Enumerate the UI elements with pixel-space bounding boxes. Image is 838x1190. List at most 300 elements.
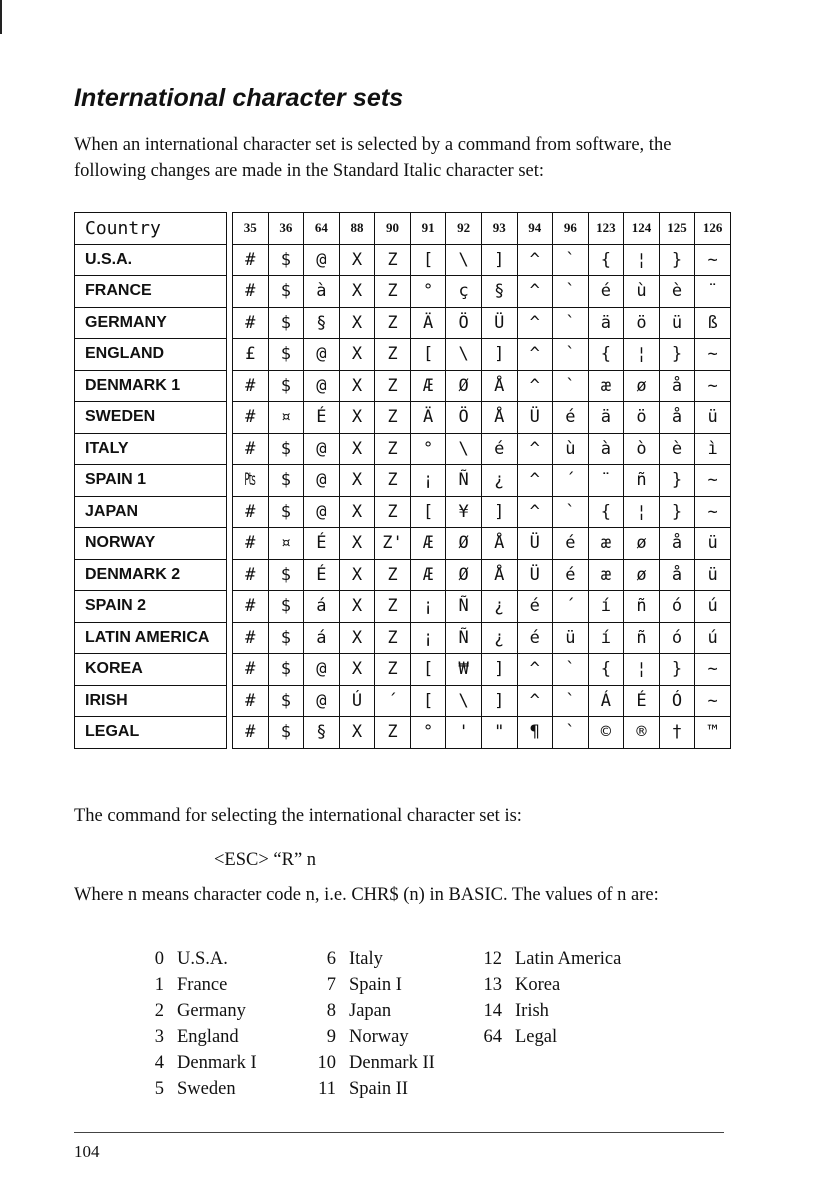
character-cell: ¨ xyxy=(588,465,624,497)
character-set-rows xyxy=(75,244,731,748)
character-cell: ´ xyxy=(553,591,589,623)
character-cell: É xyxy=(304,559,340,591)
character-cell: ] xyxy=(481,654,517,686)
character-cell: @ xyxy=(304,685,340,717)
country-cell: JAPAN xyxy=(75,496,227,528)
character-cell: $ xyxy=(268,717,304,749)
character-cell: ^ xyxy=(517,244,553,276)
character-cell: ` xyxy=(553,339,589,371)
character-cell: é xyxy=(553,528,589,560)
country-cell: ENGLAND xyxy=(75,339,227,371)
character-cell: § xyxy=(304,307,340,339)
list-item xyxy=(296,1076,435,1102)
list-item xyxy=(140,1076,257,1102)
character-cell: } xyxy=(659,654,695,686)
country-cell: SPAIN 2 xyxy=(75,591,227,623)
character-cell: ` xyxy=(553,685,589,717)
character-cell: ^ xyxy=(517,654,553,686)
value-code: 8 xyxy=(326,1001,336,1021)
character-cell: ~ xyxy=(695,496,731,528)
list-item xyxy=(296,972,435,998)
character-cell: ^ xyxy=(517,276,553,308)
character-cell: å xyxy=(659,528,695,560)
character-cell: è xyxy=(659,433,695,465)
character-cell: Ä xyxy=(410,307,446,339)
character-cell: Z xyxy=(375,654,411,686)
value-code: 1 xyxy=(154,975,164,995)
code-header: 96 xyxy=(553,213,589,245)
character-cell: X xyxy=(339,339,375,371)
country-cell: LATIN AMERICA xyxy=(75,622,227,654)
code-header: 93 xyxy=(481,213,517,245)
character-cell: ¦ xyxy=(624,244,660,276)
value-country: Spain I xyxy=(349,975,402,995)
character-cell: # xyxy=(233,528,269,560)
character-cell: Z xyxy=(375,339,411,371)
table-row xyxy=(75,559,731,591)
character-cell: } xyxy=(659,339,695,371)
character-cell: å xyxy=(659,559,695,591)
character-cell: Ñ xyxy=(446,465,482,497)
character-cell: ~ xyxy=(695,685,731,717)
value-country: France xyxy=(177,975,228,995)
page-title: International character sets xyxy=(74,84,404,112)
character-cell: ] xyxy=(481,339,517,371)
character-cell: $ xyxy=(268,685,304,717)
character-cell: $ xyxy=(268,244,304,276)
character-cell: Ö xyxy=(446,402,482,434)
character-cell: é xyxy=(588,276,624,308)
character-cell: X xyxy=(339,591,375,623)
character-cell: ù xyxy=(624,276,660,308)
character-cell: ~ xyxy=(695,654,731,686)
character-cell: ¶ xyxy=(517,717,553,749)
character-cell: # xyxy=(233,496,269,528)
character-cell: Z xyxy=(375,276,411,308)
list-item xyxy=(462,946,621,972)
table-row xyxy=(75,402,731,434)
character-cell: ^ xyxy=(517,307,553,339)
character-cell: \ xyxy=(446,685,482,717)
value-code: 2 xyxy=(154,1001,164,1021)
value-country: Latin America xyxy=(515,949,622,969)
character-cell: ß xyxy=(695,307,731,339)
character-cell: É xyxy=(624,685,660,717)
value-code: 6 xyxy=(326,949,336,969)
character-cell: è xyxy=(659,276,695,308)
code-header: 126 xyxy=(695,213,731,245)
value-code: 12 xyxy=(483,949,502,969)
country-cell: SWEDEN xyxy=(75,402,227,434)
character-cell: ó xyxy=(659,622,695,654)
character-cell: ú xyxy=(695,591,731,623)
character-cell: ~ xyxy=(695,370,731,402)
value-code: 0 xyxy=(154,949,164,969)
character-cell: $ xyxy=(268,307,304,339)
character-cell: ` xyxy=(553,370,589,402)
character-cell: @ xyxy=(304,370,340,402)
character-cell: ú xyxy=(695,622,731,654)
character-cell: $ xyxy=(268,339,304,371)
character-cell: ä xyxy=(588,307,624,339)
character-cell: [ xyxy=(410,496,446,528)
table-header-row xyxy=(75,213,731,245)
character-cell: ü xyxy=(659,307,695,339)
character-cell: ¥ xyxy=(446,496,482,528)
list-item xyxy=(462,1024,621,1050)
character-cell: X xyxy=(339,528,375,560)
character-cell: # xyxy=(233,307,269,339)
character-cell: Ü xyxy=(481,307,517,339)
character-cell: \ xyxy=(446,433,482,465)
table-row xyxy=(75,465,731,497)
character-cell: $ xyxy=(268,370,304,402)
country-column-header: Country xyxy=(75,213,227,245)
value-country: Norway xyxy=(349,1027,409,1047)
table-row xyxy=(75,276,731,308)
character-cell: Å xyxy=(481,402,517,434)
character-cell: é xyxy=(481,433,517,465)
character-cell: # xyxy=(233,717,269,749)
character-cell: ^ xyxy=(517,339,553,371)
character-cell: ¦ xyxy=(624,496,660,528)
value-code: 11 xyxy=(318,1079,336,1099)
character-cell: ^ xyxy=(517,496,553,528)
character-cell: ` xyxy=(553,717,589,749)
value-code: 9 xyxy=(326,1027,336,1047)
character-cell: Æ xyxy=(410,370,446,402)
character-cell: é xyxy=(517,622,553,654)
character-cell: ñ xyxy=(624,465,660,497)
country-cell: DENMARK 1 xyxy=(75,370,227,402)
character-cell: í xyxy=(588,622,624,654)
character-cell: £ xyxy=(233,339,269,371)
character-cell: É xyxy=(304,402,340,434)
country-cell: U.S.A. xyxy=(75,244,227,276)
character-cell: Z xyxy=(375,307,411,339)
character-cell: ç xyxy=(446,276,482,308)
character-cell: Ó xyxy=(659,685,695,717)
list-item xyxy=(296,1024,435,1050)
country-cell: KOREA xyxy=(75,654,227,686)
value-country: Legal xyxy=(515,1027,558,1047)
character-cell: $ xyxy=(268,496,304,528)
character-cell: å xyxy=(659,402,695,434)
character-cell: Z xyxy=(375,370,411,402)
code-header: 125 xyxy=(659,213,695,245)
character-cell: # xyxy=(233,559,269,591)
value-country: Italy xyxy=(349,949,383,969)
character-cell: # xyxy=(233,591,269,623)
character-cell: ` xyxy=(553,496,589,528)
code-header: 124 xyxy=(624,213,660,245)
character-cell: $ xyxy=(268,433,304,465)
character-cell: Z xyxy=(375,717,411,749)
character-cell: Z xyxy=(375,496,411,528)
character-cell: ¡ xyxy=(410,622,446,654)
value-country: U.S.A. xyxy=(177,949,228,969)
character-cell: \ xyxy=(446,244,482,276)
code-header: 94 xyxy=(517,213,553,245)
character-cell: } xyxy=(659,496,695,528)
character-cell: } xyxy=(659,244,695,276)
country-cell: GERMANY xyxy=(75,307,227,339)
character-cell: Ü xyxy=(517,528,553,560)
country-cell: DENMARK 2 xyxy=(75,559,227,591)
value-list-column-1 xyxy=(140,946,257,1102)
character-cell: ^ xyxy=(517,433,553,465)
character-cell: é xyxy=(553,402,589,434)
table-row xyxy=(75,307,731,339)
character-cell: ø xyxy=(624,528,660,560)
country-cell: FRANCE xyxy=(75,276,227,308)
character-cell: ^ xyxy=(517,465,553,497)
character-cell: ^ xyxy=(517,370,553,402)
character-cell: ¤ xyxy=(268,528,304,560)
character-cell: Ü xyxy=(517,402,553,434)
character-cell: Å xyxy=(481,528,517,560)
character-cell: Z' xyxy=(375,528,411,560)
character-cell: ì xyxy=(695,433,731,465)
value-country: Korea xyxy=(515,975,561,995)
character-cell: Ø xyxy=(446,370,482,402)
character-cell: X xyxy=(339,717,375,749)
value-country: Denmark I xyxy=(177,1053,257,1073)
code-header: 88 xyxy=(339,213,375,245)
character-cell: ´ xyxy=(375,685,411,717)
character-cell: Ä xyxy=(410,402,446,434)
character-cell: é xyxy=(553,559,589,591)
character-cell: ä xyxy=(588,402,624,434)
list-item xyxy=(140,1050,257,1076)
table-row xyxy=(75,244,731,276)
character-cell: $ xyxy=(268,654,304,686)
character-cell: ¡ xyxy=(410,591,446,623)
code-header: 36 xyxy=(268,213,304,245)
character-cell: $ xyxy=(268,622,304,654)
character-cell: © xyxy=(588,717,624,749)
table-row xyxy=(75,370,731,402)
value-code: 64 xyxy=(483,1027,502,1047)
character-cell: à xyxy=(588,433,624,465)
character-cell: ~ xyxy=(695,465,731,497)
footer-rule xyxy=(74,1132,724,1133)
character-cell: ü xyxy=(695,528,731,560)
character-cell: @ xyxy=(304,244,340,276)
character-cell: # xyxy=(233,654,269,686)
character-cell: ó xyxy=(659,591,695,623)
character-cell: Z xyxy=(375,591,411,623)
character-cell: { xyxy=(588,244,624,276)
character-cell: $ xyxy=(268,559,304,591)
table-row xyxy=(75,622,731,654)
character-cell: Ñ xyxy=(446,591,482,623)
character-cell: @ xyxy=(304,496,340,528)
character-cell: # xyxy=(233,433,269,465)
character-cell: Ø xyxy=(446,528,482,560)
character-cell: æ xyxy=(588,559,624,591)
character-cell: Å xyxy=(481,559,517,591)
character-cell: ¿ xyxy=(481,465,517,497)
character-cell: ° xyxy=(410,276,446,308)
character-cell: Á xyxy=(588,685,624,717)
list-item xyxy=(140,972,257,998)
character-cell: Z xyxy=(375,559,411,591)
character-cell: [ xyxy=(410,244,446,276)
code-header: 35 xyxy=(233,213,269,245)
table-row xyxy=(75,717,731,749)
character-cell: # xyxy=(233,276,269,308)
value-country: Denmark II xyxy=(349,1053,435,1073)
value-country: Japan xyxy=(349,1001,392,1021)
character-cell: ø xyxy=(624,559,660,591)
character-cell: Ø xyxy=(446,559,482,591)
character-cell: ` xyxy=(553,276,589,308)
page-number: 104 xyxy=(74,1142,100,1161)
character-cell: ò xyxy=(624,433,660,465)
character-cell: # xyxy=(233,685,269,717)
character-cell: X xyxy=(339,654,375,686)
character-cell: Ö xyxy=(446,307,482,339)
character-cell: } xyxy=(659,465,695,497)
list-item xyxy=(296,998,435,1024)
value-country: Sweden xyxy=(177,1079,236,1099)
code-header: 91 xyxy=(410,213,446,245)
character-cell: Z xyxy=(375,622,411,654)
list-item xyxy=(140,946,257,972)
character-cell: æ xyxy=(588,370,624,402)
value-country: Spain II xyxy=(349,1079,409,1099)
character-cell: Ü xyxy=(517,559,553,591)
character-cell: ¿ xyxy=(481,591,517,623)
character-cell: X xyxy=(339,402,375,434)
character-cell: ₧ xyxy=(233,465,269,497)
character-cell: $ xyxy=(268,465,304,497)
character-cell: " xyxy=(481,717,517,749)
character-cell: ™ xyxy=(695,717,731,749)
character-cell: Ú xyxy=(339,685,375,717)
character-cell: [ xyxy=(410,654,446,686)
character-cell: ~ xyxy=(695,244,731,276)
character-cell: ¨ xyxy=(695,276,731,308)
character-cell: é xyxy=(517,591,553,623)
character-cell: # xyxy=(233,402,269,434)
character-cell: § xyxy=(304,717,340,749)
table-row xyxy=(75,496,731,528)
character-cell: ° xyxy=(410,433,446,465)
code-header: 92 xyxy=(446,213,482,245)
character-cell: ] xyxy=(481,244,517,276)
character-cell: í xyxy=(588,591,624,623)
character-cell: Z xyxy=(375,465,411,497)
character-cell: ] xyxy=(481,496,517,528)
character-cell: X xyxy=(339,496,375,528)
character-cell: å xyxy=(659,370,695,402)
character-cell: Z xyxy=(375,244,411,276)
character-cell: á xyxy=(304,622,340,654)
table-row xyxy=(75,654,731,686)
character-cell: X xyxy=(339,307,375,339)
command-intro: The command for selecting the international character set is: xyxy=(74,806,522,826)
list-item xyxy=(462,972,621,998)
character-cell: ~ xyxy=(695,339,731,371)
table-row xyxy=(75,591,731,623)
character-cell: Å xyxy=(481,370,517,402)
character-cell: Æ xyxy=(410,528,446,560)
character-cell: ¤ xyxy=(268,402,304,434)
country-cell: NORWAY xyxy=(75,528,227,560)
country-cell: ITALY xyxy=(75,433,227,465)
code-header: 90 xyxy=(375,213,411,245)
value-code: 10 xyxy=(317,1053,336,1073)
list-item xyxy=(296,946,435,972)
character-cell: { xyxy=(588,654,624,686)
character-cell: † xyxy=(659,717,695,749)
table-row xyxy=(75,685,731,717)
character-cell: ü xyxy=(695,559,731,591)
country-cell: IRISH xyxy=(75,685,227,717)
character-cell: § xyxy=(481,276,517,308)
character-cell: ´ xyxy=(553,465,589,497)
code-header: 123 xyxy=(588,213,624,245)
character-cell: Ñ xyxy=(446,622,482,654)
character-cell: ü xyxy=(695,402,731,434)
character-cell: @ xyxy=(304,654,340,686)
character-cell: X xyxy=(339,559,375,591)
table-row xyxy=(75,528,731,560)
character-cell: Æ xyxy=(410,559,446,591)
value-code: 4 xyxy=(154,1053,164,1073)
character-cell: ® xyxy=(624,717,660,749)
intro-paragraph: When an international character set is selected by a command from software, the following changes are made in the Standard Italic character set: xyxy=(74,135,672,181)
value-country: England xyxy=(177,1027,239,1047)
character-cell: X xyxy=(339,433,375,465)
character-cell: # xyxy=(233,370,269,402)
character-cell: ù xyxy=(553,433,589,465)
character-cell: ° xyxy=(410,717,446,749)
character-cell: ] xyxy=(481,685,517,717)
character-cell: à xyxy=(304,276,340,308)
character-cell: ^ xyxy=(517,685,553,717)
character-cell: ü xyxy=(553,622,589,654)
character-cell: X xyxy=(339,276,375,308)
character-cell: ¡ xyxy=(410,465,446,497)
value-list-column-3 xyxy=(462,946,621,1050)
character-cell: ' xyxy=(446,717,482,749)
character-cell: \ xyxy=(446,339,482,371)
character-cell: $ xyxy=(268,276,304,308)
character-cell: Z xyxy=(375,433,411,465)
character-cell: X xyxy=(339,244,375,276)
list-item xyxy=(140,998,257,1024)
character-cell: # xyxy=(233,622,269,654)
where-explanation: Where n means character code n, i.e. CHR$ (n) in BASIC. The values of n are: xyxy=(74,885,659,905)
character-cell: ₩ xyxy=(446,654,482,686)
country-cell: LEGAL xyxy=(75,717,227,749)
character-cell: # xyxy=(233,244,269,276)
character-cell: [ xyxy=(410,339,446,371)
character-cell: ö xyxy=(624,307,660,339)
value-code: 7 xyxy=(326,975,336,995)
character-cell: É xyxy=(304,528,340,560)
character-cell: á xyxy=(304,591,340,623)
value-code: 13 xyxy=(483,975,502,995)
table-row xyxy=(75,339,731,371)
character-cell: ö xyxy=(624,402,660,434)
value-code: 3 xyxy=(154,1027,164,1047)
value-list-column-2 xyxy=(296,946,435,1102)
character-cell: X xyxy=(339,622,375,654)
